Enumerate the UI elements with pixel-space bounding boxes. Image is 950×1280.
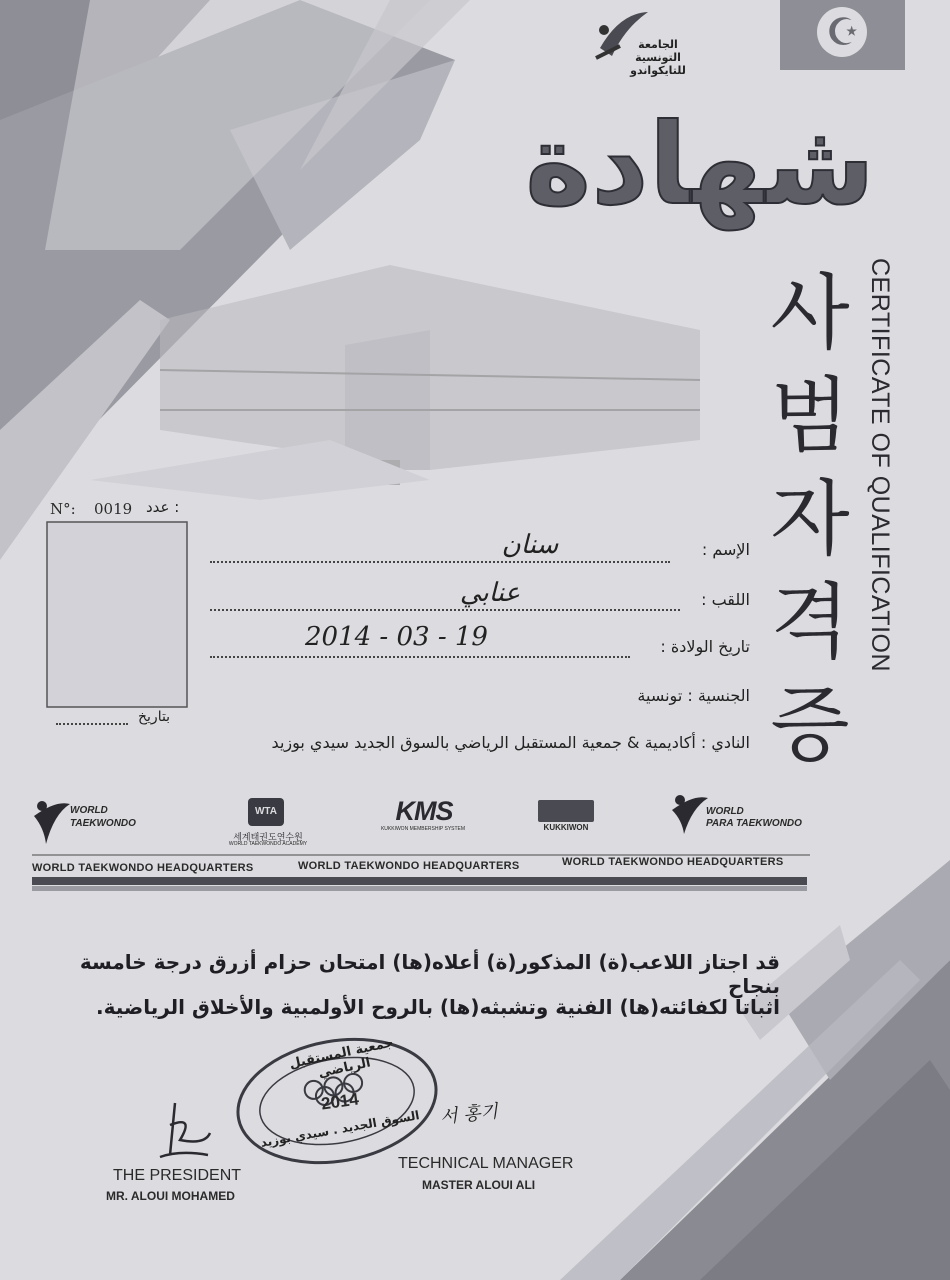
name-label: الإسم : (701, 540, 750, 559)
manager-signature: 서 홍기 (439, 1101, 499, 1128)
birth-dotted-line (210, 655, 630, 658)
world-taekwondo-icon (32, 798, 72, 846)
manager-name: MASTER ALOUI ALI (422, 1178, 536, 1192)
stamp-year: 2014 (319, 1089, 360, 1114)
manager-title: TECHNICAL MANAGER (398, 1155, 574, 1172)
flag-crescent-icon: ☪ (825, 10, 861, 54)
certificate-number: 0019 (94, 500, 133, 518)
title-arabic: شهادة (525, 100, 875, 230)
nationality: الجنسية : تونسية (637, 686, 750, 705)
president-title: THE PRESIDENT (113, 1167, 242, 1184)
hq-banner-3: WORLD TAEKWONDO HEADQUARTERS (562, 856, 784, 868)
name-value: سنان (501, 530, 559, 560)
name-dotted-line (210, 560, 670, 563)
title-english-wrap (860, 258, 900, 768)
president-name: MR. ALOUI MOHAMED (106, 1189, 235, 1203)
kms-logo: KMS (395, 796, 453, 826)
stamp-bottom-text: السوق الجديد . سيدي بوزيد (259, 1108, 421, 1150)
surname-dotted-line (210, 608, 680, 611)
club: النادي : أكاديمية & جمعية المستقبل الرياضي بالسوق الجديد سيدي بوزيد (271, 733, 750, 752)
kms-caption: KUKKIWON MEMBERSHIP SYSTEM (380, 826, 466, 832)
kukkiwon-icon (538, 800, 594, 822)
date-dotted-line (56, 722, 128, 725)
world-para-taekwondo-icon (670, 792, 710, 836)
wta-badge: WTA (248, 798, 284, 826)
federation-name: الجامعة التونسية للتايكواندو (630, 38, 686, 77)
title-korean: 사 범 자 격 증 (770, 266, 850, 773)
certificate-number-ar-label: : عدد (146, 498, 180, 516)
president-signature (150, 1095, 220, 1165)
wta-caption: WORLD TAEKWONDO ACADEMY (228, 841, 308, 847)
date-label: بتاريخ (138, 709, 171, 725)
wta-korean: 세계태권도연수원 (233, 833, 303, 843)
stamp-top-text: جمعية المستقبل الرياضي (288, 1035, 395, 1082)
surname-label: اللقب : (701, 590, 750, 609)
kukkiwon-logo: KUKKIWON (543, 823, 589, 832)
certificate-number-label: N°: (50, 500, 76, 518)
hq-banner-1: WORLD TAEKWONDO HEADQUARTERS (32, 862, 254, 874)
surname-value: عنابي (459, 578, 521, 608)
hq-banner-2: WORLD TAEKWONDO HEADQUARTERS (298, 860, 520, 872)
world-para-taekwondo-logo: WORLD PARA TAEKWONDO (706, 806, 802, 829)
body-text-line-2: اثباتا لكفائته(ها) الفنية وتشبثه(ها) بالروح الأولمبية والأخلاق الرياضية. (95, 995, 780, 1019)
world-taekwondo-logo: WORLD TAEKWONDO (70, 805, 136, 829)
birth-label: تاريخ الولادة : (660, 637, 750, 656)
birth-value: 2014 - 03 - 19 (305, 622, 488, 652)
title-english: CERTIFICATE OF QUALIFICATION (866, 258, 894, 673)
body-text-line-1: قد اجتاز اللاعب(ة) المذكور(ة) أعلاه(ها) امتحان حزام أزرق درجة خامسة بنجاح (79, 950, 780, 998)
